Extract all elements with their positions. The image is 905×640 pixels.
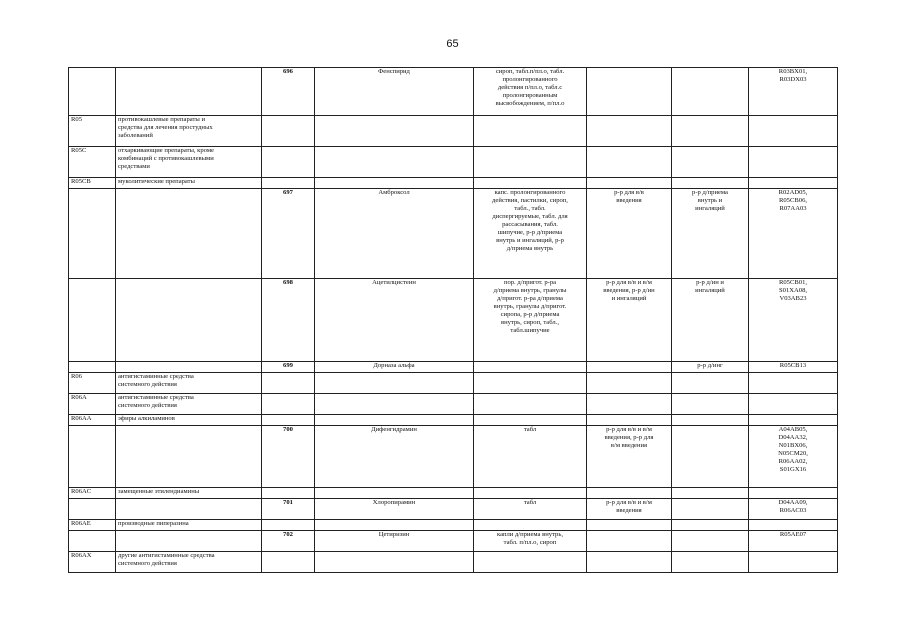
atc-codes [749, 373, 838, 394]
group-row [69, 394, 838, 415]
atc-group-name [116, 178, 262, 189]
dosage-form-injection [587, 415, 672, 426]
atc-group-name [116, 373, 262, 394]
atc-group-name [116, 520, 262, 531]
dosage-form-line: шипучие, р-р д/приема [497, 229, 563, 237]
atc-codes-line: R05CB01, [778, 279, 808, 286]
dosage-form-inhalation [672, 189, 749, 279]
atc-codes-line: R05CB13 [779, 362, 807, 369]
dosage-form-line: внутрь и ингаляций, р-р [496, 237, 564, 245]
atc-group-name-line: замещенные этилендиамины [118, 488, 200, 495]
drug-name [315, 520, 474, 531]
dosage-form-line: действия п/пл.о, табл.с [497, 84, 563, 92]
drug-number: 696 [262, 68, 315, 116]
atc-codes-line: R02AD05, [778, 189, 808, 196]
dosage-form-line: диспергируемые, табл. для [492, 213, 568, 221]
atc-group-name-line: средствами [118, 163, 150, 171]
atc-codes-line: S01GX16 [779, 466, 807, 474]
drug-name [315, 552, 474, 573]
dosage-form-injection [587, 394, 672, 415]
dosage-form-inhalation [672, 147, 749, 178]
atc-codes-line: R05AE07 [779, 531, 807, 538]
dosage-form-inhalation [672, 415, 749, 426]
dosage-form [474, 415, 587, 426]
dosage-form [474, 552, 587, 573]
drug-name: Хлоропирамин [315, 499, 474, 520]
atc-codes [749, 116, 838, 147]
drug-number [262, 147, 315, 178]
atc-group-name [116, 426, 262, 488]
dosage-form-injection-line: р-р для в/в и в/м [606, 426, 652, 433]
dosage-form-inhalation [672, 279, 749, 362]
drug-number: 702 [262, 531, 315, 552]
drug-number [262, 415, 315, 426]
atc-group-name [116, 552, 262, 573]
group-row [69, 116, 838, 147]
atc-group-name [116, 488, 262, 499]
atc-group-name-line: эфиры алкиламинов [118, 415, 175, 422]
dosage-form [474, 178, 587, 189]
dosage-form-line: рассасывания, табл. [502, 221, 558, 229]
atc-group-name-line: системного действия [118, 402, 177, 410]
dosage-form-inhalation [672, 116, 749, 147]
atc-group-code: R05CB [69, 178, 116, 189]
drug-name: Ацетилцистеин [315, 279, 474, 362]
dosage-form [474, 499, 587, 520]
atc-group-name [116, 68, 262, 116]
atc-codes [749, 499, 838, 520]
atc-group-name [116, 116, 262, 147]
atc-group-code [69, 279, 116, 362]
drug-name: Дорназа альфа [315, 362, 474, 373]
atc-group-name [116, 189, 262, 279]
atc-group-code [69, 189, 116, 279]
atc-group-name [116, 362, 262, 373]
dosage-form-line: табл [523, 499, 537, 506]
dosage-form-inhalation-line: р-р д/ин и [696, 279, 724, 286]
drug-row [69, 68, 838, 116]
drug-name [315, 394, 474, 415]
atc-codes-line: D04AA09, [778, 499, 808, 506]
atc-group-name-line: антигистаминные средства [118, 394, 194, 401]
dosage-form-injection-line: р-р для в/в и в/м [606, 499, 652, 506]
atc-codes-line: R05CB06, [778, 197, 808, 205]
dosage-form-inhalation [672, 178, 749, 189]
atc-codes-line: R03BX01, [778, 68, 808, 75]
atc-codes [749, 552, 838, 573]
dosage-form-injection-line: р-р для в/в и в/м [606, 279, 652, 286]
dosage-form-line: внутрь, сироп, табл., [500, 319, 560, 327]
page-number: 65 [446, 38, 459, 50]
dosage-form-line: пролонгированного [502, 76, 558, 84]
drug-row [69, 189, 838, 279]
atc-group-code: R06AE [69, 520, 116, 531]
drug-number: 697 [262, 189, 315, 279]
atc-group-code [69, 426, 116, 488]
dosage-form-line: капс. пролонгированного [494, 189, 566, 196]
atc-codes [749, 189, 838, 279]
dosage-form-injection-line: р-р для в/в [614, 189, 644, 196]
dosage-form-injection-line: введения [616, 197, 642, 205]
group-row [69, 178, 838, 189]
atc-group-name [116, 279, 262, 362]
dosage-form-line: табл. п/пл.о, сироп [503, 539, 557, 547]
dosage-form-line: д/приема внутрь [506, 245, 554, 253]
dosage-form-injection [587, 147, 672, 178]
atc-group-code: R06AX [69, 552, 116, 573]
dosage-form [474, 426, 587, 488]
atc-codes [749, 520, 838, 531]
dosage-form [474, 531, 587, 552]
atc-codes-line: A04AB05, [778, 426, 808, 433]
dosage-form-injection-line: введения, р-р для [604, 434, 654, 442]
dosage-form-line: внутрь, гранулы д/пригот. [493, 303, 567, 311]
drug-name: Дифенгидрамин [315, 426, 474, 488]
drug-row [69, 426, 838, 488]
dosage-form-injection [587, 426, 672, 488]
atc-codes [749, 426, 838, 488]
atc-codes-line: S01XA08, [778, 287, 808, 295]
atc-group-code [69, 68, 116, 116]
dosage-form [474, 394, 587, 415]
drug-number [262, 116, 315, 147]
group-row [69, 415, 838, 426]
drug-name [315, 373, 474, 394]
atc-codes [749, 147, 838, 178]
dosage-form-inhalation [672, 488, 749, 499]
dosage-form-inhalation [672, 499, 749, 520]
drug-row [69, 279, 838, 362]
dosage-form-inhalation-line: внутрь и [697, 197, 723, 205]
atc-codes [749, 488, 838, 499]
drug-number: 701 [262, 499, 315, 520]
dosage-form-inhalation [672, 68, 749, 116]
atc-group-code: R06AC [69, 488, 116, 499]
dosage-form [474, 68, 587, 116]
dosage-form-inhalation-line: р-р д/инг [697, 362, 723, 369]
dosage-form [474, 362, 587, 373]
atc-codes [749, 531, 838, 552]
dosage-form-injection [587, 178, 672, 189]
dosage-form-line: высвобождением, п/пл.о [495, 100, 565, 108]
drug-number: 698 [262, 279, 315, 362]
atc-codes [749, 279, 838, 362]
dosage-form-inhalation [672, 520, 749, 531]
drug-name [315, 147, 474, 178]
atc-group-name-line: муколитические препараты [118, 178, 195, 185]
dosage-form-line: табл., табл. [514, 205, 546, 213]
dosage-form [474, 488, 587, 499]
atc-group-code: R05C [69, 147, 116, 178]
drug-name [315, 488, 474, 499]
drug-row [69, 499, 838, 520]
atc-group-name [116, 499, 262, 520]
drug-name: Фенспирид [315, 68, 474, 116]
drug-number: 700 [262, 426, 315, 488]
atc-group-code [69, 531, 116, 552]
dosage-form-inhalation [672, 394, 749, 415]
atc-codes-line: N05CM20, [778, 450, 808, 458]
atc-group-name [116, 415, 262, 426]
dosage-form-injection [587, 279, 672, 362]
drug-number [262, 373, 315, 394]
atc-codes-line: R06AA02, [778, 458, 808, 466]
dosage-form [474, 147, 587, 178]
dosage-form-injection [587, 68, 672, 116]
atc-group-name-line: заболеваний [118, 132, 153, 140]
dosage-form [474, 279, 587, 362]
atc-codes-line: R06AC03 [779, 507, 807, 515]
atc-group-name [116, 147, 262, 178]
group-row [69, 373, 838, 394]
atc-codes-line: V03AB23 [779, 295, 807, 303]
dosage-form-injection-line: и ингаляций [611, 295, 647, 303]
dosage-form-injection [587, 552, 672, 573]
atc-group-name-line: производные пиперазина [118, 520, 189, 527]
atc-codes-line: N01BX06, [778, 442, 808, 450]
group-row [69, 520, 838, 531]
dosage-form-inhalation [672, 426, 749, 488]
drug-row [69, 362, 838, 373]
atc-group-name-line: средства для лечения простудных [118, 124, 213, 132]
dosage-form-line: д/пригот. р-ра д/приема [497, 295, 563, 303]
group-row [69, 488, 838, 499]
atc-group-code [69, 362, 116, 373]
atc-group-code: R06AA [69, 415, 116, 426]
dosage-form-injection [587, 520, 672, 531]
drug-number: 699 [262, 362, 315, 373]
atc-codes [749, 415, 838, 426]
drug-name: Амброксол [315, 189, 474, 279]
drug-row [69, 531, 838, 552]
atc-group-code [69, 499, 116, 520]
dosage-form [474, 520, 587, 531]
atc-codes [749, 68, 838, 116]
dosage-form [474, 116, 587, 147]
atc-codes [749, 362, 838, 373]
dosage-form-line: табл [523, 426, 537, 433]
group-row [69, 552, 838, 573]
dosage-form [474, 373, 587, 394]
dosage-form-injection [587, 531, 672, 552]
drug-number [262, 552, 315, 573]
drug-name [315, 116, 474, 147]
dosage-form-line: действия, пастилки, сироп, [492, 197, 568, 205]
dosage-form-injection-line: в/м введения [610, 442, 648, 450]
dosage-form-inhalation [672, 373, 749, 394]
dosage-form-injection [587, 189, 672, 279]
drug-table [68, 67, 838, 573]
atc-group-code: R06A [69, 394, 116, 415]
dosage-form-line: сироп, табл.п/пл.о, табл. [495, 68, 565, 75]
dosage-form-injection-line: введения, р-р д/ин [603, 287, 655, 295]
dosage-form-injection [587, 499, 672, 520]
dosage-form-injection [587, 362, 672, 373]
atc-group-name [116, 394, 262, 415]
atc-group-name-line: другие антигистаминные средства [118, 552, 215, 559]
dosage-form-injection [587, 373, 672, 394]
drug-name [315, 415, 474, 426]
atc-group-name-line: отхаркивающие препараты, кроме [118, 147, 214, 154]
drug-number [262, 520, 315, 531]
dosage-form-line: пролонгированным [502, 92, 558, 100]
dosage-form-line: д/приема внутрь, гранулы [493, 287, 567, 295]
atc-group-name-line: антигистаминные средства [118, 373, 194, 380]
atc-codes-line: D04AA32, [778, 434, 808, 442]
atc-group-name [116, 531, 262, 552]
dosage-form-line: сиропа, р-р д/приема [500, 311, 560, 319]
dosage-form-line: капли д/приема внутрь, [497, 531, 563, 538]
drug-number [262, 178, 315, 189]
dosage-form-injection [587, 116, 672, 147]
dosage-form-injection-line: введения [616, 507, 642, 515]
dosage-form-inhalation-line: р-р д/приема [692, 189, 728, 196]
dosage-form-inhalation [672, 531, 749, 552]
dosage-form-inhalation-line: ингаляций [695, 287, 725, 295]
atc-codes-line: R07AA03 [779, 205, 807, 213]
drug-number [262, 394, 315, 415]
dosage-form-inhalation [672, 552, 749, 573]
dosage-form-inhalation-line: ингаляций [695, 205, 725, 213]
atc-codes [749, 178, 838, 189]
atc-group-code: R05 [69, 116, 116, 147]
atc-group-name-line: комбинаций с противокашлевыми [118, 155, 214, 163]
dosage-form-line: табл.шипучие [510, 327, 550, 335]
drug-name: Цетиризин [315, 531, 474, 552]
atc-group-name-line: противокашлевые препараты и [118, 116, 206, 123]
atc-group-name-line: системного действия [118, 560, 177, 568]
dosage-form-injection [587, 488, 672, 499]
drug-number [262, 488, 315, 499]
group-row [69, 147, 838, 178]
atc-group-code: R06 [69, 373, 116, 394]
dosage-form-line: пор. д/пригот. р-ра [503, 279, 557, 286]
dosage-form [474, 189, 587, 279]
atc-codes-line: R03DX03 [779, 76, 807, 84]
atc-codes [749, 394, 838, 415]
atc-group-name-line: системного действия [118, 381, 177, 389]
dosage-form-inhalation [672, 362, 749, 373]
drug-name [315, 178, 474, 189]
